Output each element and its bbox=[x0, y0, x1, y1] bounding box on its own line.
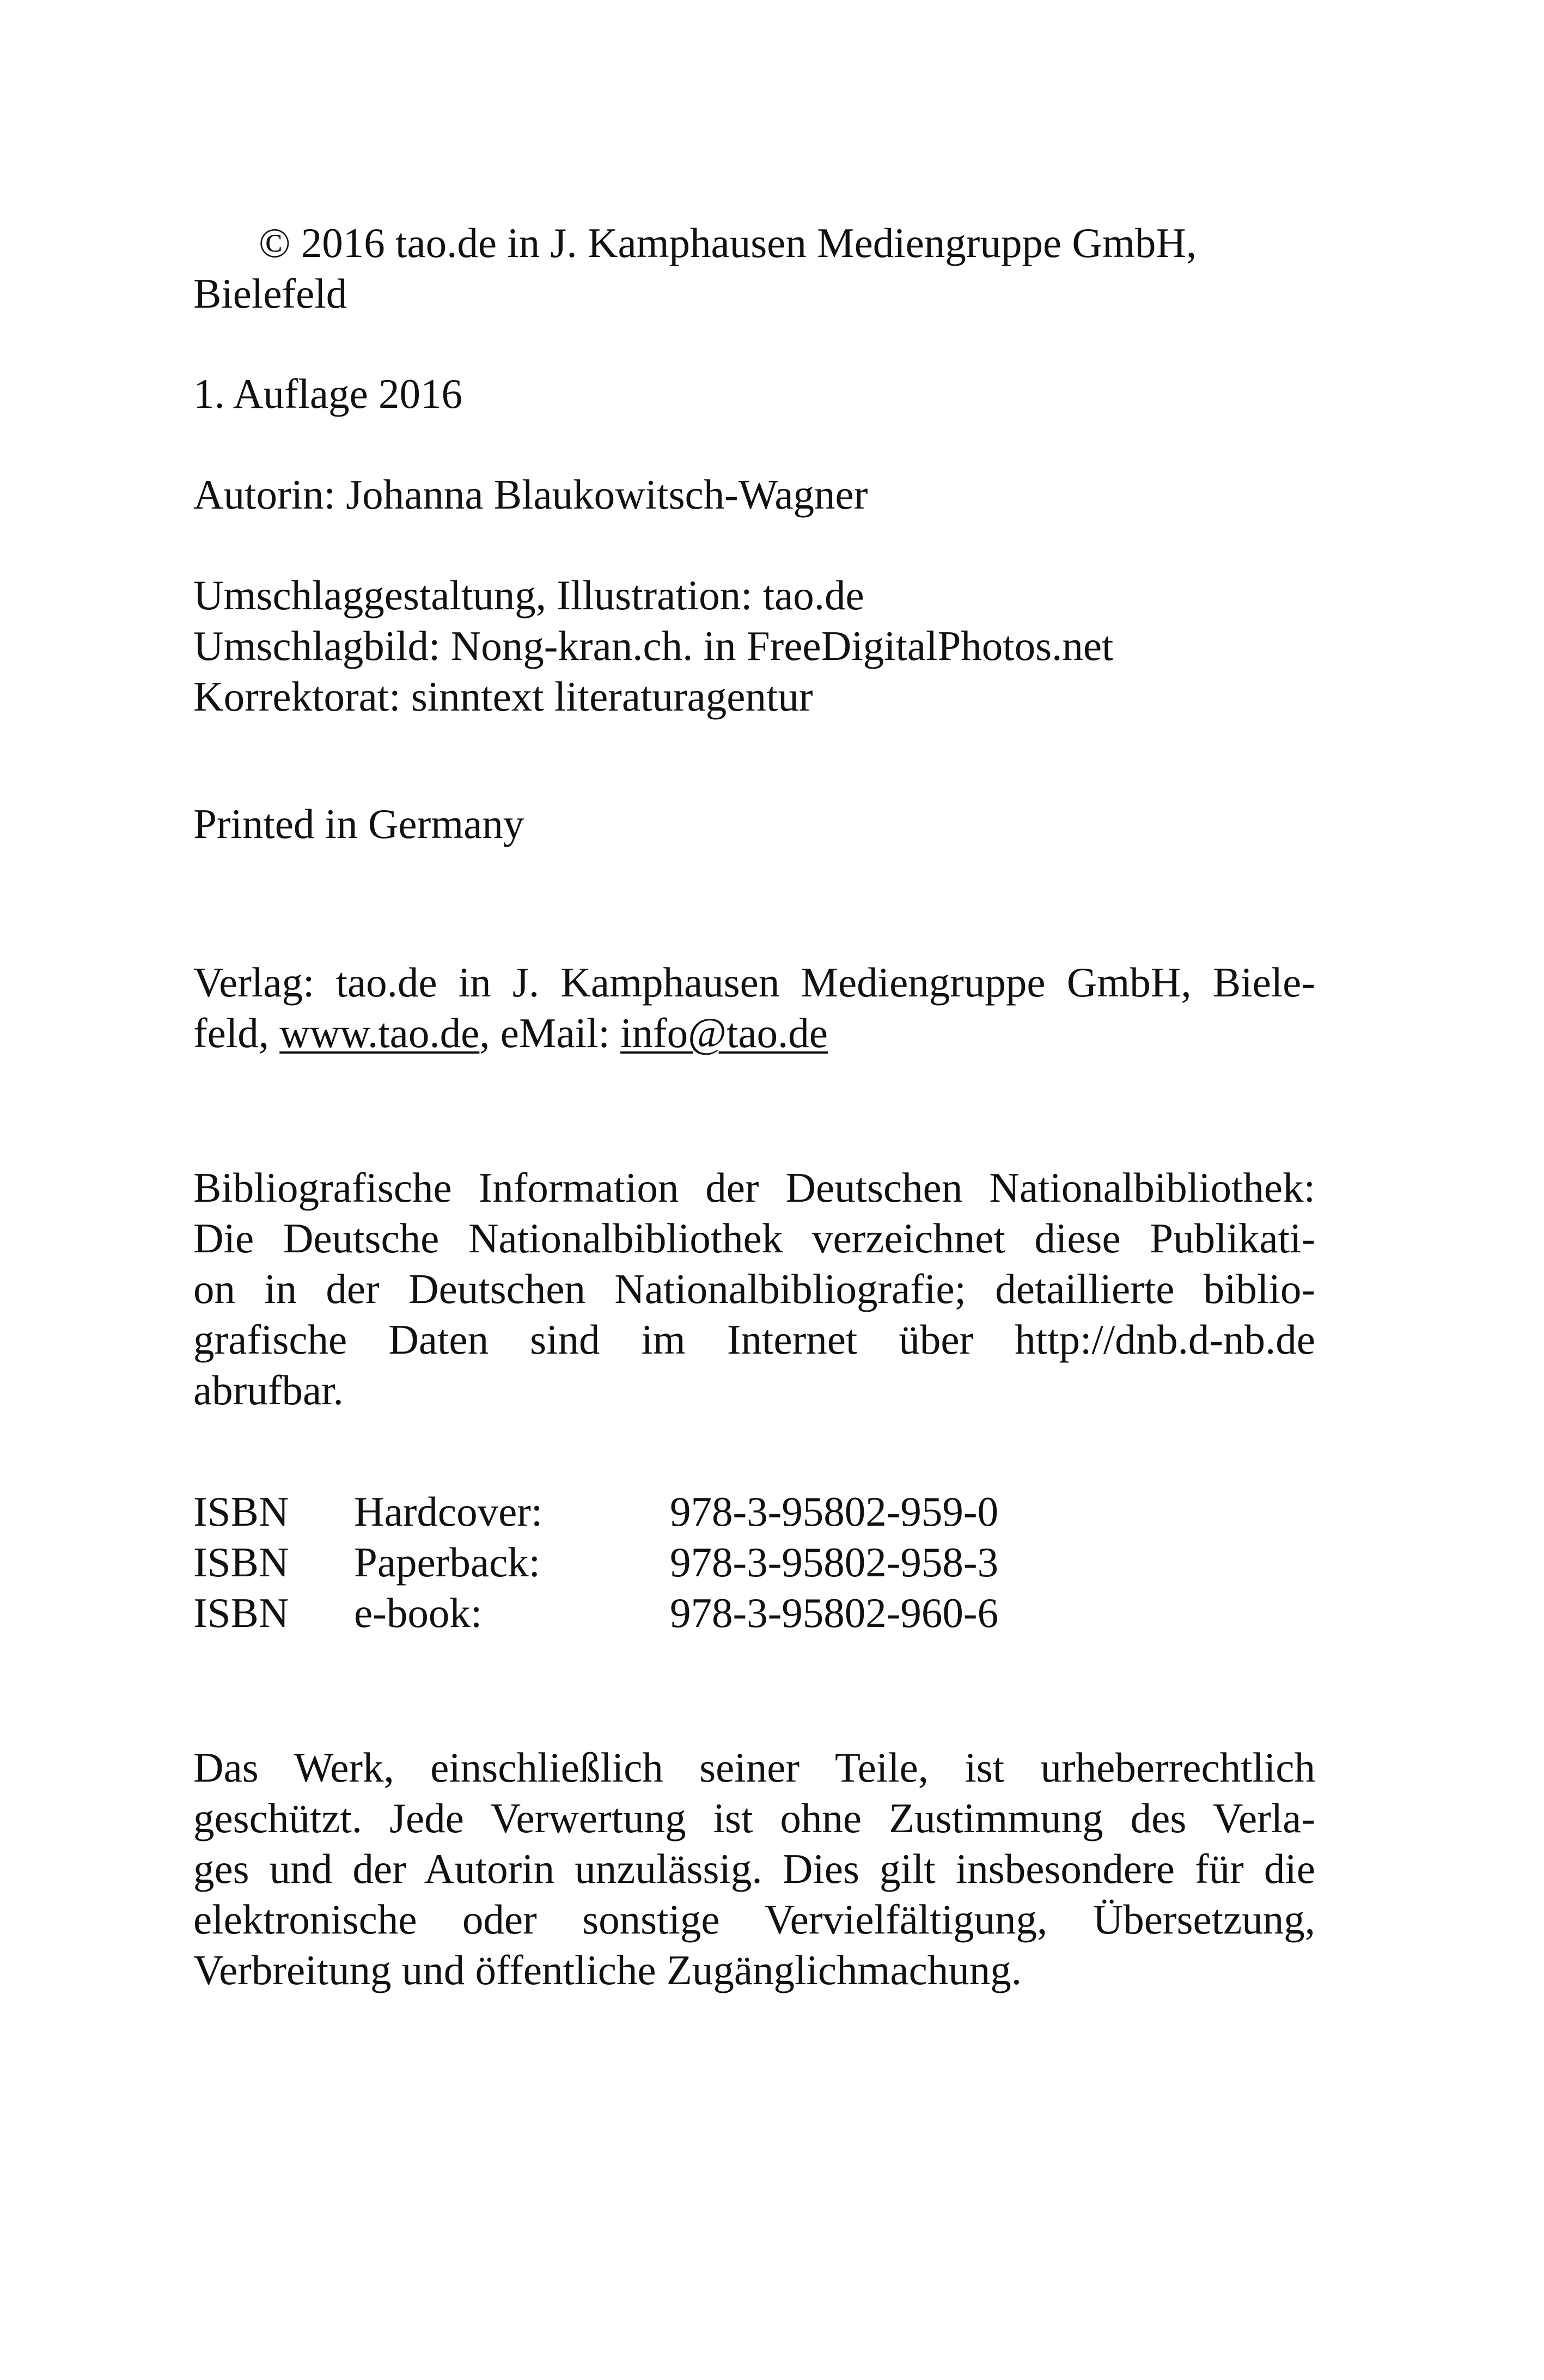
isbn-label: ISBN bbox=[193, 1589, 289, 1636]
isbn-number: 978-3-95802-960-6 bbox=[670, 1589, 999, 1636]
publisher-text: feld, bbox=[193, 1009, 280, 1056]
copyright-line: © 2016 tao.de in J. Kamphausen Mediengruppe GmbH, bbox=[259, 219, 1197, 266]
copyright-line: Bielefeld bbox=[193, 270, 347, 317]
credit-line: Korrektorat: sinntext literaturagentur bbox=[193, 673, 813, 720]
isbn-row bbox=[193, 1588, 1315, 1638]
rights-line: elektronische oder sonstige Vervielfältigung, Übersetzung, bbox=[193, 1896, 1315, 1943]
rights-line: geschützt. Jede Verwertung ist ohne Zustimmung des Verla- bbox=[193, 1795, 1315, 1841]
email-link[interactable]: info@tao.de bbox=[620, 1009, 828, 1056]
isbn-row bbox=[193, 1537, 1315, 1588]
publisher-line bbox=[193, 1008, 1315, 1059]
isbn-number: 978-3-95802-958-3 bbox=[670, 1539, 999, 1586]
bibliography-line: abrufbar. bbox=[193, 1367, 344, 1414]
isbn-table bbox=[193, 1486, 1315, 1638]
author-block bbox=[193, 469, 1315, 520]
rights-line: ges und der Autorin unzulässig. Dies gilt insbesondere für die bbox=[193, 1845, 1315, 1892]
copyright-block bbox=[193, 218, 1315, 319]
rights-line: Verbreitung und öffentliche Zugänglichmachung. bbox=[193, 1947, 1022, 1993]
printed-text: Printed in Germany bbox=[193, 800, 524, 847]
credit-line: Umschlaggestaltung, Illustration: tao.de bbox=[193, 572, 864, 619]
bibliography-block bbox=[193, 1163, 1315, 1416]
isbn-label: ISBN bbox=[193, 1539, 289, 1586]
bibliography-line: on in der Deutschen Nationalbibliografie; detaillierte biblio- bbox=[193, 1265, 1315, 1312]
edition-text: 1. Auflage 2016 bbox=[193, 370, 462, 417]
bibliography-line: Bibliografische Information der Deutschen Nationalbibliothek: bbox=[193, 1164, 1315, 1211]
bibliography-line: Die Deutsche Nationalbibliothek verzeichnet diese Publikati- bbox=[193, 1215, 1315, 1262]
publisher-text: , eMail: bbox=[479, 1009, 621, 1056]
edition-block bbox=[193, 369, 1315, 419]
isbn-label: ISBN bbox=[193, 1488, 289, 1535]
isbn-format: Hardcover: bbox=[354, 1488, 543, 1535]
rights-line: Das Werk, einschließlich seiner Teile, ist urheberrechtlich bbox=[193, 1744, 1315, 1791]
isbn-number: 978-3-95802-959-0 bbox=[670, 1488, 999, 1535]
publisher-block bbox=[193, 957, 1315, 1059]
website-link[interactable]: www.tao.de bbox=[279, 1009, 480, 1056]
bibliography-line: grafische Daten sind im Internet über http://dnb.d-nb.de bbox=[193, 1316, 1315, 1363]
credit-line: Umschlagbild: Nong-kran.ch. in FreeDigitalPhotos.net bbox=[193, 622, 1114, 669]
publisher-line: Verlag: tao.de in J. Kamphausen Mediengruppe GmbH, Biele- bbox=[193, 959, 1315, 1006]
author-text: Autorin: Johanna Blaukowitsch-Wagner bbox=[193, 471, 868, 518]
isbn-format: Paperback: bbox=[354, 1539, 541, 1586]
isbn-format: e-book: bbox=[354, 1589, 483, 1636]
credits-block bbox=[193, 570, 1315, 722]
imprint-page bbox=[193, 0, 1315, 2380]
rights-block bbox=[193, 1742, 1315, 1996]
isbn-row bbox=[193, 1486, 1315, 1537]
printed-block bbox=[193, 799, 1315, 849]
